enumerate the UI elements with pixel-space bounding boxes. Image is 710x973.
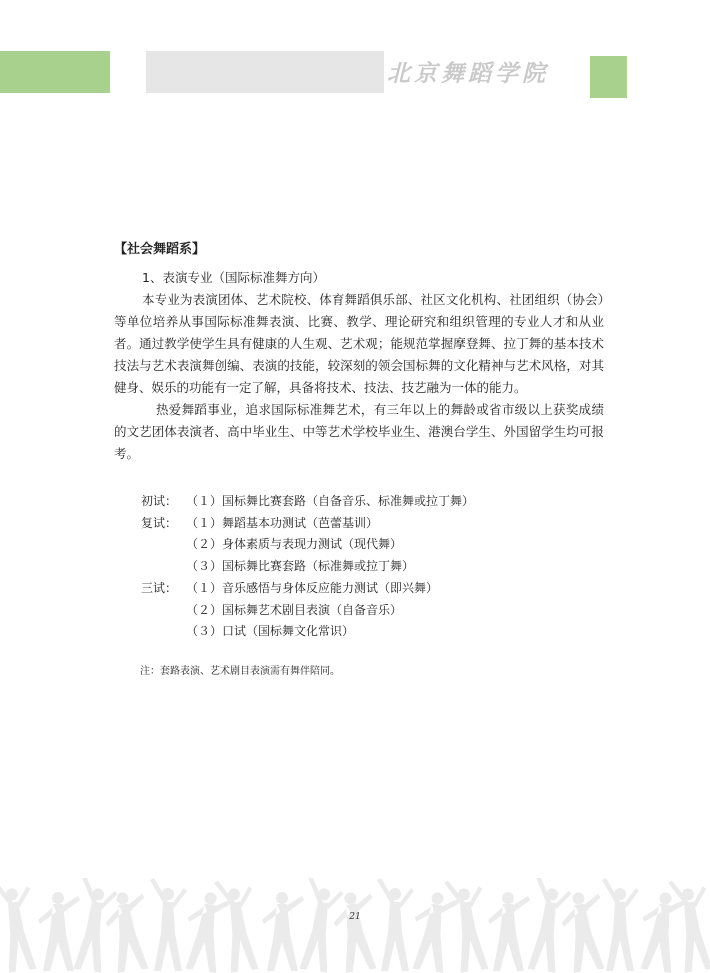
exam-round-label (141, 600, 186, 622)
exam-round-label: 初试： (141, 494, 178, 508)
exam-round-label: 三试： (141, 580, 178, 595)
exam-item: （２）国标舞艺术剧目表演（自备音乐） (186, 602, 403, 617)
header-green-bar-left (0, 51, 110, 93)
dancer-silhouette (636, 890, 689, 973)
exam-item: （２）身体素质与表现力测试（现代舞） (186, 537, 403, 552)
dancer-silhouette (408, 890, 461, 973)
major-subtitle: 1、表演专业（国际标准舞方向） (142, 270, 325, 285)
exam-round-label: 复试： (141, 515, 178, 530)
dancer-silhouette (38, 892, 80, 971)
exam-row (141, 534, 604, 556)
paragraph-requirements: 热爱舞蹈事业，追求国际标准舞艺术，有三年以上的舞龄或省市级以上获奖成绩的文艺团体表演者、高中毕业生、中等艺术学校毕业生、港澳台学生、外国留学生均可报考。 (114, 402, 604, 461)
exam-row (141, 556, 604, 578)
dancer-silhouette (377, 878, 414, 971)
dancer-silhouette (444, 878, 494, 973)
dancer-silhouette (668, 878, 710, 973)
section-title: 【社会舞蹈系】 (114, 242, 206, 257)
exam-row (141, 491, 604, 513)
dancer-silhouette (181, 890, 234, 973)
exam-row (141, 600, 604, 622)
note-text: 注：套路表演、艺术剧目表演需有舞伴陪同。 (140, 665, 340, 677)
exam-row (141, 513, 604, 535)
dancer-silhouettes-decoration (0, 878, 710, 973)
exam-row (141, 578, 604, 600)
exam-item: （３）国标舞比赛套路（标准舞或拉丁舞） (186, 559, 415, 574)
header-gray-bar (146, 51, 384, 93)
dancer-silhouette (262, 892, 304, 971)
main-content (114, 239, 604, 679)
dancer-silhouette (524, 878, 574, 973)
header-green-bar-right (590, 56, 627, 98)
dancer-silhouette (488, 892, 530, 971)
school-name-logo: 北京舞蹈学院 (387, 60, 549, 87)
dancer-silhouette (558, 889, 611, 973)
exam-round-label (141, 621, 186, 643)
dancer-silhouette (150, 878, 187, 971)
exam-round-label (141, 556, 186, 578)
dancer-silhouette (214, 878, 264, 973)
exam-item: （１）国标舞比赛套路（自备音乐、标准舞或拉丁舞） (186, 494, 475, 508)
dancer-silhouette (70, 878, 120, 973)
exam-item: （１）音乐感悟与身体反应能力测试（即兴舞） (186, 580, 439, 595)
dancer-silhouette (102, 889, 155, 973)
exam-item: （３）口试（国标舞文化常识） (186, 624, 355, 639)
dancer-silhouette (0, 878, 41, 973)
exam-row (141, 621, 604, 643)
dancer-silhouette (296, 878, 346, 973)
paragraph-intro: 本专业为表演团体、艺术院校、体育舞蹈俱乐部、社区文化机构、社团组织（协会）等单位培养从事国际标准舞表演、比赛、教学、理论研究和组织管理的专业人才和从业者。通过教学使学生具有健康的人生观、艺术观；能规范掌握摩登舞、拉丁舞的基本技术技法与艺术表演舞创编、表演的技能，较深刻的领会国标舞的文化精神与艺术风格，对其健身、娱乐的功能有一定了解，具备将技术、技法、技艺融为一体的能力。 (114, 292, 604, 395)
dancer-silhouette (602, 878, 639, 971)
page-number: 21 (349, 912, 361, 922)
dancer-silhouette (330, 889, 383, 973)
exam-list (141, 491, 604, 643)
exam-item: （１）舞蹈基本功测试（芭蕾基训） (186, 515, 379, 530)
exam-round-label (141, 534, 186, 556)
